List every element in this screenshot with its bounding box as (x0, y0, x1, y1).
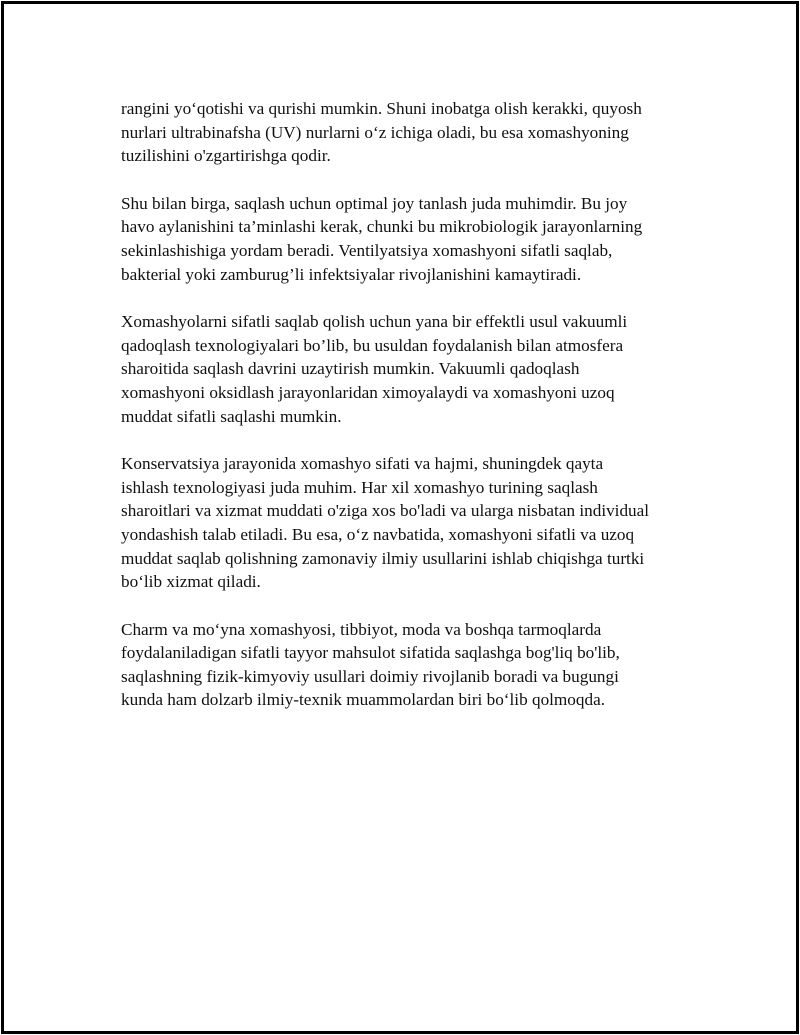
document-body (121, 97, 691, 736)
paragraph-1: rangini yoʻqotishi va qurishi mumkin. Shuni inobatga olish kerakki, quyosh nurlari ultrabinafsha (UV) nurlarni oʻz ichiga oladi, bu esa xomashyoning tuzilishini o'zgartirishga qodir. (121, 99, 642, 166)
paragraph-3: Xomashyolarni sifatli saqlab qolish uchun yana bir effektli usul vakuumli qadoqlash texnologiyalari bo’lib, bu usuldan foydalanish bilan atmosfera sharoitida saqlash davrini uzaytirish mumkin. Vakuumli qadoqlash xomashyoni oksidlash jarayonlaridan ximoyalaydi va xomashyoni uzoq muddat sifatli saqlashi mumkin. (121, 312, 628, 426)
paragraph-5: Charm va moʻyna xomashyosi, tibbiyot, moda va boshqa tarmoqlarda foydalaniladigan sifatli tayyor mahsulot sifatida saqlashga bog'liq bo'lib, saqlashning fizik-kimyoviy usullari doimiy rivojlanib boradi va bugungi kunda ham dolzarb ilmiy-texnik muammolardan biri boʻlib qolmoqda. (121, 619, 620, 710)
paragraph-2: Shu bilan birga, saqlash uchun optimal joy tanlash juda muhimdir. Bu joy havo aylanishini ta’minlashi kerak, chunki bu mikrobiologik jarayonlarning sekinlashishiga yordam beradi. Ventilyatsiya xomashyoni sifatli saqlab, bakterial yoki zamburug’li infektsiyalar rivojlanishini kamaytiradi. (121, 193, 643, 284)
paragraph-4: Konservatsiya jarayonida xomashyo sifati va hajmi, shuningdek qayta ishlash texnologiyasi juda muhim. Har xil xomashyo turining saqlash sharoitlari va xizmat muddati o'ziga xos bo'ladi va ularga nisbatan individual yondashish talab etiladi. Bu esa, oʻz navbatida, xomashyoni sifatli va uzoq muddat saqlab qolishning zamonaviy ilmiy usullarini ishlab chiqishga turtki boʻlib xizmat qiladi. (121, 454, 650, 592)
page-border (1, 1, 799, 1034)
